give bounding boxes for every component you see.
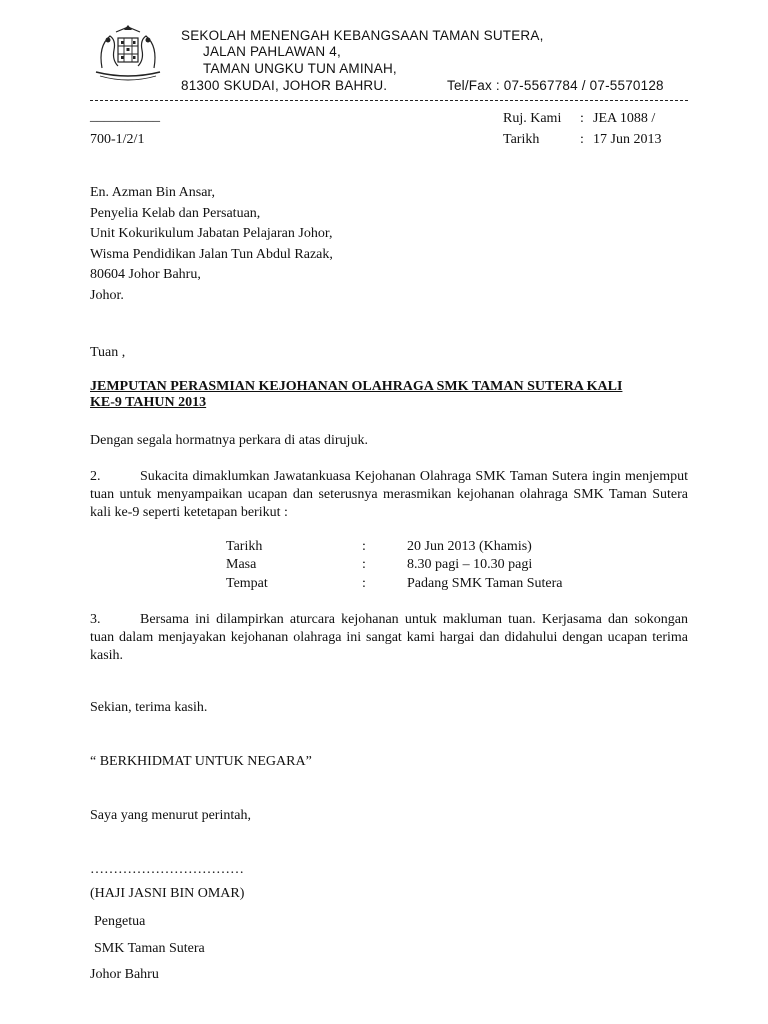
- signatory-name: (HAJI JASNI BIN OMAR): [90, 886, 245, 901]
- schedule-row: [0, 576, 768, 594]
- signatory-title: Pengetua: [94, 914, 146, 929]
- schedule-row: [0, 557, 768, 575]
- reference-separator: :: [580, 111, 584, 126]
- paragraph-number: 3.: [90, 612, 101, 627]
- signature-line: ……………………………: [90, 862, 244, 877]
- reference-number: JEA 1088 /: [593, 111, 656, 126]
- school-name: SEKOLAH MENENGAH KEBANGSAAN TAMAN SUTERA,: [181, 28, 544, 43]
- recipient-line: 80604 Johor Bahru,: [90, 267, 201, 282]
- schedule-separator: :: [362, 539, 366, 554]
- paragraph-text: Bersama ini dilampirkan aturcara kejohanan untuk makluman tuan. Kerjasama dan sokongan tuan dalam menjayakan kejohanan olahraga ini sangat kami hargai dan didahului dengan ucapan terima kasih.: [90, 612, 688, 663]
- address-line-2: TAMAN UNGKU TUN AMINAH,: [203, 61, 397, 76]
- signatory-school: SMK Taman Sutera: [94, 941, 205, 956]
- schedule-value: 8.30 pagi – 10.30 pagi: [407, 557, 533, 572]
- date-separator: :: [580, 132, 584, 147]
- subject-line-1: JEMPUTAN PERASMIAN KEJOHANAN OLAHRAGA SMK TAMAN SUTERA KALI: [90, 379, 623, 394]
- reference-number-continued: 700-1/2/1: [90, 132, 145, 147]
- paragraph-number: 2.: [90, 469, 101, 484]
- schedule-value: 20 Jun 2013 (Khamis): [407, 539, 532, 554]
- schedule-label: Masa: [226, 557, 257, 572]
- signatory-city: Johor Bahru: [90, 967, 159, 982]
- recipient-line: Wisma Pendidikan Jalan Tun Abdul Razak,: [90, 247, 333, 262]
- schedule-row: [0, 539, 768, 557]
- recipient-line: Johor.: [90, 288, 124, 303]
- schedule-label: Tarikh: [226, 539, 263, 554]
- paragraph-text: Sukacita dimaklumkan Jawatankuasa Kejohanan Olahraga SMK Taman Sutera ingin menjemput tuan untuk menyampaikan ucapan dan seterusnya merasmikan kejohanan olahraga SMK Taman Sutera kali ke-9 seperti ketetapan berikut :: [90, 469, 688, 520]
- opening-line: Dengan segala hormatnya perkara di atas dirujuk.: [90, 433, 368, 448]
- recipient-line: Unit Kokurikulum Jabatan Pelajaran Johor,: [90, 226, 333, 241]
- recipient-line: En. Azman Bin Ansar,: [90, 185, 216, 200]
- paragraph-2: [90, 468, 688, 522]
- schedule-separator: :: [362, 576, 366, 591]
- letter-subject: [90, 379, 688, 410]
- schedule-separator: :: [362, 557, 366, 572]
- address-line-1: JALAN PAHLAWAN 4,: [203, 44, 341, 59]
- recipient-line: Penyelia Kelab dan Persatuan,: [90, 206, 261, 221]
- schedule-value: Padang SMK Taman Sutera: [407, 576, 563, 591]
- closing-line: Sekian, terima kasih.: [90, 700, 208, 715]
- letterhead-divider: [90, 100, 688, 101]
- sign-off: Saya yang menurut perintah,: [90, 808, 251, 823]
- tel-fax: Tel/Fax : 07-5567784 / 07-5570128: [447, 78, 664, 93]
- subject-line-2: KE-9 TAHUN 2013: [90, 394, 207, 410]
- address-line-3: 81300 SKUDAI, JOHOR BAHRU.: [181, 78, 388, 93]
- malaysia-crest-logo: [88, 24, 168, 84]
- schedule-label: Tempat: [226, 576, 268, 591]
- reference-label: Ruj. Kami: [503, 111, 562, 126]
- date-label: Tarikh: [503, 132, 540, 147]
- motto: “ BERKHIDMAT UNTUK NEGARA”: [90, 754, 312, 769]
- reference-blank: __________: [90, 109, 160, 124]
- salutation: Tuan ,: [90, 345, 126, 360]
- letter-date: 17 Jun 2013: [593, 132, 662, 147]
- paragraph-3: [90, 611, 688, 665]
